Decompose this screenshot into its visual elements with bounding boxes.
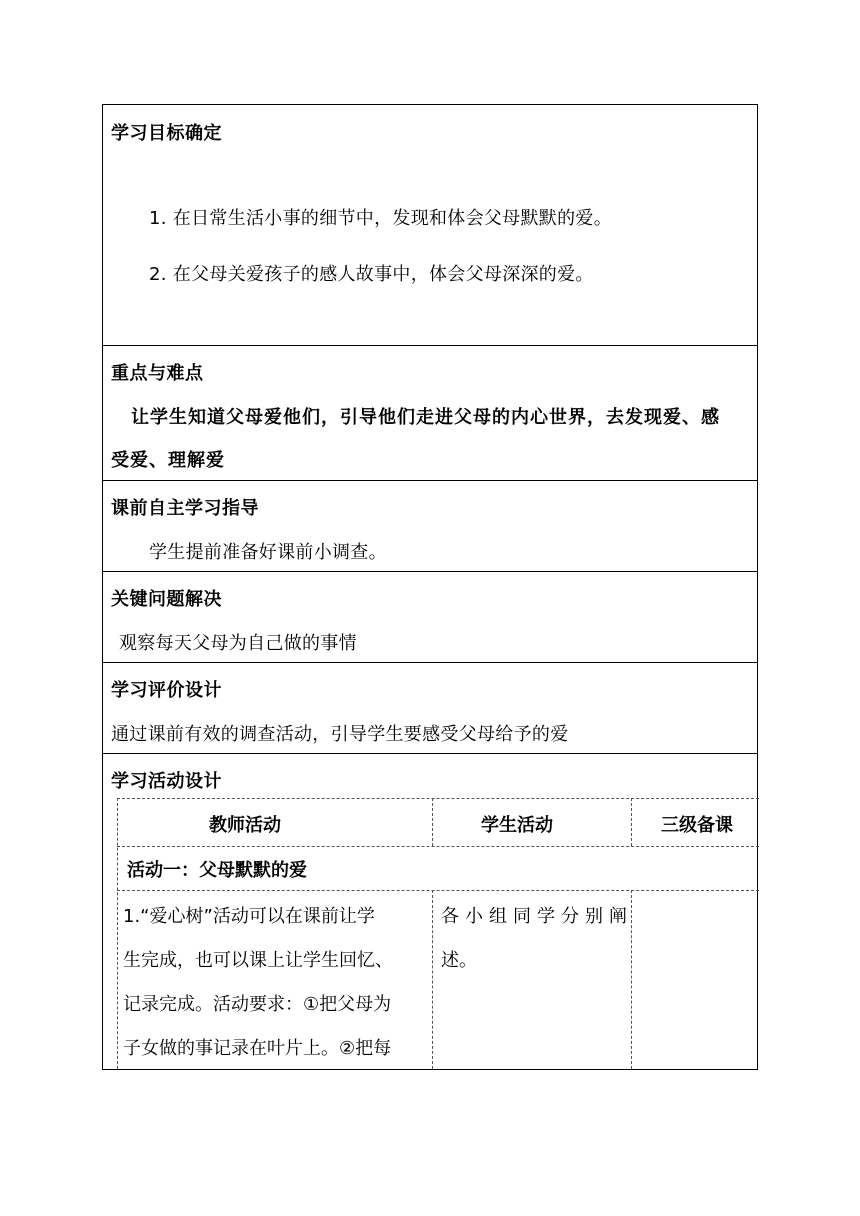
activity-design-heading: 学习活动设计	[111, 771, 222, 792]
activity-title: 活动一：父母默默的爱	[127, 860, 307, 881]
teacher-activity-line-3: 记录完成。活动要求：①把父母为	[123, 994, 392, 1015]
key-points-line-2: 受爱、理解爱	[111, 450, 225, 471]
divider	[103, 753, 757, 754]
activity-table-top-border	[117, 798, 759, 799]
column-header-student: 学生活动	[481, 815, 553, 836]
teacher-activity-line-2: 生完成，也可以课上让学生回忆、	[123, 950, 393, 971]
column-divider	[432, 890, 433, 1069]
column-divider	[432, 798, 433, 846]
teacher-activity-line-4: 子女做的事记录在叶片上。②把每	[123, 1038, 392, 1059]
key-points-line-1: 让学生知道父母爱他们，引导他们走进父母的内心世界，去发现爱、感	[131, 407, 720, 428]
objective-item-2: 2. 在父母关爱孩子的感人故事中，体会父母深深的爱。	[149, 264, 594, 285]
student-activity-line-1: 各小组同学分别阐	[441, 906, 633, 927]
activity-title-divider	[117, 890, 759, 891]
teacher-activity-line-1: 1.“爱心树”活动可以在课前让学	[123, 906, 375, 927]
divider	[103, 480, 757, 481]
column-header-teacher: 教师活动	[209, 815, 281, 836]
activity-table	[117, 798, 759, 1069]
key-problem-text: 观察每天父母为自己做的事情	[119, 633, 357, 654]
pre-study-heading: 课前自主学习指导	[111, 498, 259, 519]
activity-table-left-border	[117, 798, 118, 1069]
lesson-plan-table	[102, 104, 758, 1070]
header-row-divider	[117, 846, 759, 847]
evaluation-text: 通过课前有效的调查活动，引导学生要感受父母给予的爱	[111, 724, 569, 745]
evaluation-heading: 学习评价设计	[111, 680, 222, 701]
objective-item-1: 1. 在日常生活小事的细节中，发现和体会父母默默的爱。	[149, 208, 612, 229]
key-points-heading: 重点与难点	[111, 363, 204, 384]
column-header-prep: 三级备课	[661, 815, 733, 836]
divider	[103, 571, 757, 572]
student-activity-line-2: 述。	[441, 950, 477, 971]
divider	[103, 345, 757, 346]
objectives-heading: 学习目标确定	[111, 123, 222, 144]
pre-study-text: 学生提前准备好课前小调查。	[149, 542, 387, 563]
column-divider	[631, 798, 632, 846]
key-problem-heading: 关键问题解决	[111, 589, 222, 610]
divider	[103, 662, 757, 663]
